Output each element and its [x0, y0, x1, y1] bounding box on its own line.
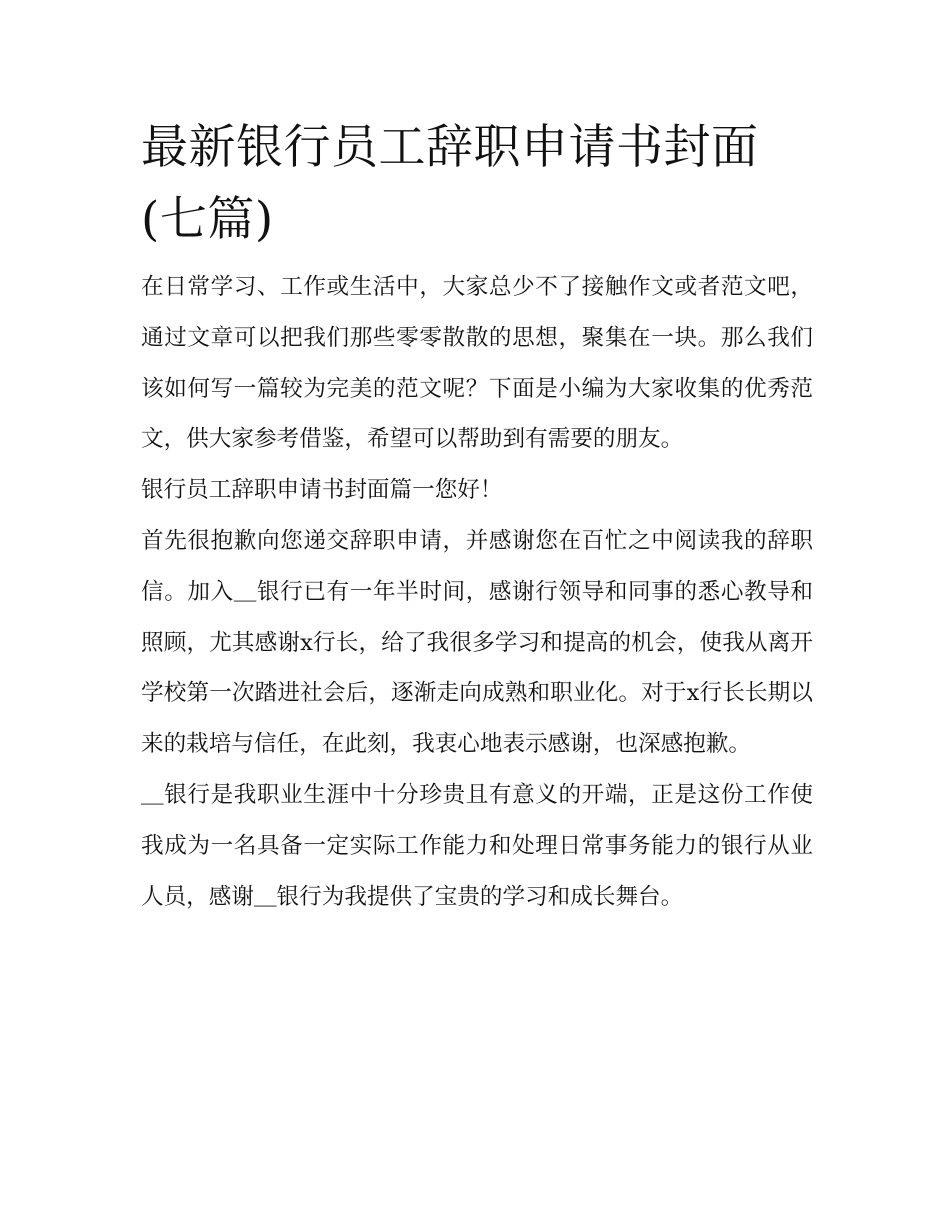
intro-paragraph: 在日常学习、工作或生活中，大家总少不了接触作文或者范文吧，通过文章可以把我们那些零零散散的思想，聚集在一块。那么我们该如何写一篇较为完美的范文呢？下面是小编为大家收集的优秀范文，供大家参考借鉴，希望可以帮助到有需要的朋友。	[141, 274, 813, 453]
body-paragraph: ＿银行是我职业生涯中十分珍贵且有意义的开端，正是这份工作使我成为一名具备一定实际工作能力和处理日常事务能力的银行从业人员，感谢＿银行为我提供了宝贵的学习和成长舞台。	[141, 781, 813, 910]
body-paragraph: 首先很抱歉向您递交辞职申请，并感谢您在百忙之中阅读我的辞职信。加入＿银行已有一年半时间，感谢行领导和同事的悉心教导和照顾，尤其感谢x行长，给了我很多学习和提高的机会，使我从离开学校第一次踏进社会后，逐渐走向成熟和职业化。对于x行长长期以来的栽培与信任，在此刻，我衷心地表示感谢，也深感抱歉。	[141, 527, 813, 758]
document-page	[141, 112, 813, 922]
section-heading-paragraph: 银行员工辞职申请书封面篇一您好！	[141, 477, 503, 504]
document-title: 最新银行员工辞职申请书封面(七篇)	[141, 120, 759, 247]
